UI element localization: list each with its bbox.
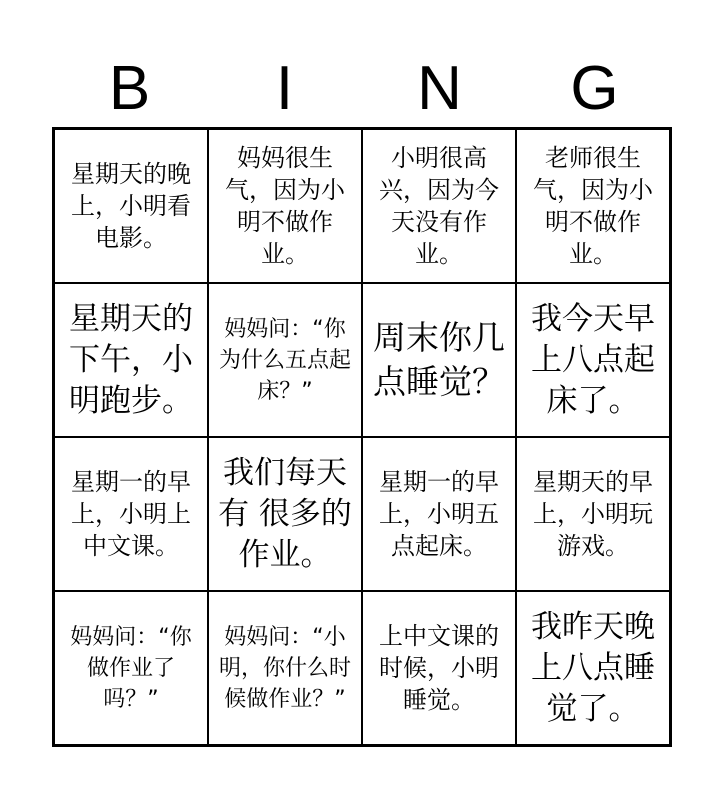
bingo-cell[interactable]: 我今天早上八点起床了。	[516, 283, 670, 437]
bingo-cell[interactable]: 星期天的晚上，小明看电影。	[54, 129, 208, 283]
bingo-title	[52, 52, 672, 126]
title-letter-g: G	[570, 54, 619, 123]
bingo-cell[interactable]: 星期一的早上，小明上中文课。	[54, 437, 208, 591]
bingo-grid	[52, 127, 672, 747]
bingo-cell[interactable]: 我们每天有 很多的作业。	[208, 437, 362, 591]
bingo-cell[interactable]: 妈妈很生气，因为小明不做作业。	[208, 129, 362, 283]
bingo-cell[interactable]: 小明很高兴，因为今天没有作业。	[362, 129, 516, 283]
title-letter-b: B	[108, 54, 151, 123]
bingo-cell[interactable]: 老师很生气，因为小明不做作业。	[516, 129, 670, 283]
bingo-cell[interactable]: 星期天的早上，小明玩游戏。	[516, 437, 670, 591]
bingo-cell[interactable]: 上中文课的时候，小明睡觉。	[362, 591, 516, 745]
bingo-cell[interactable]: 妈妈问：“你为什么五点起床？”	[208, 283, 362, 437]
title-letter-n: N	[417, 54, 462, 123]
title-letter-i: I	[275, 54, 294, 123]
bingo-cell[interactable]: 妈妈问：“小明，你什么时候做作业？”	[208, 591, 362, 745]
bingo-cell[interactable]: 我昨天晚上八点睡觉了。	[516, 591, 670, 745]
bingo-cell[interactable]: 妈妈问：“你做作业了吗？”	[54, 591, 208, 745]
bingo-cell[interactable]: 星期天的下午，小明跑步。	[54, 283, 208, 437]
bingo-cell[interactable]: 周末你几点睡觉？	[362, 283, 516, 437]
bingo-cell[interactable]: 星期一的早上，小明五点起床。	[362, 437, 516, 591]
